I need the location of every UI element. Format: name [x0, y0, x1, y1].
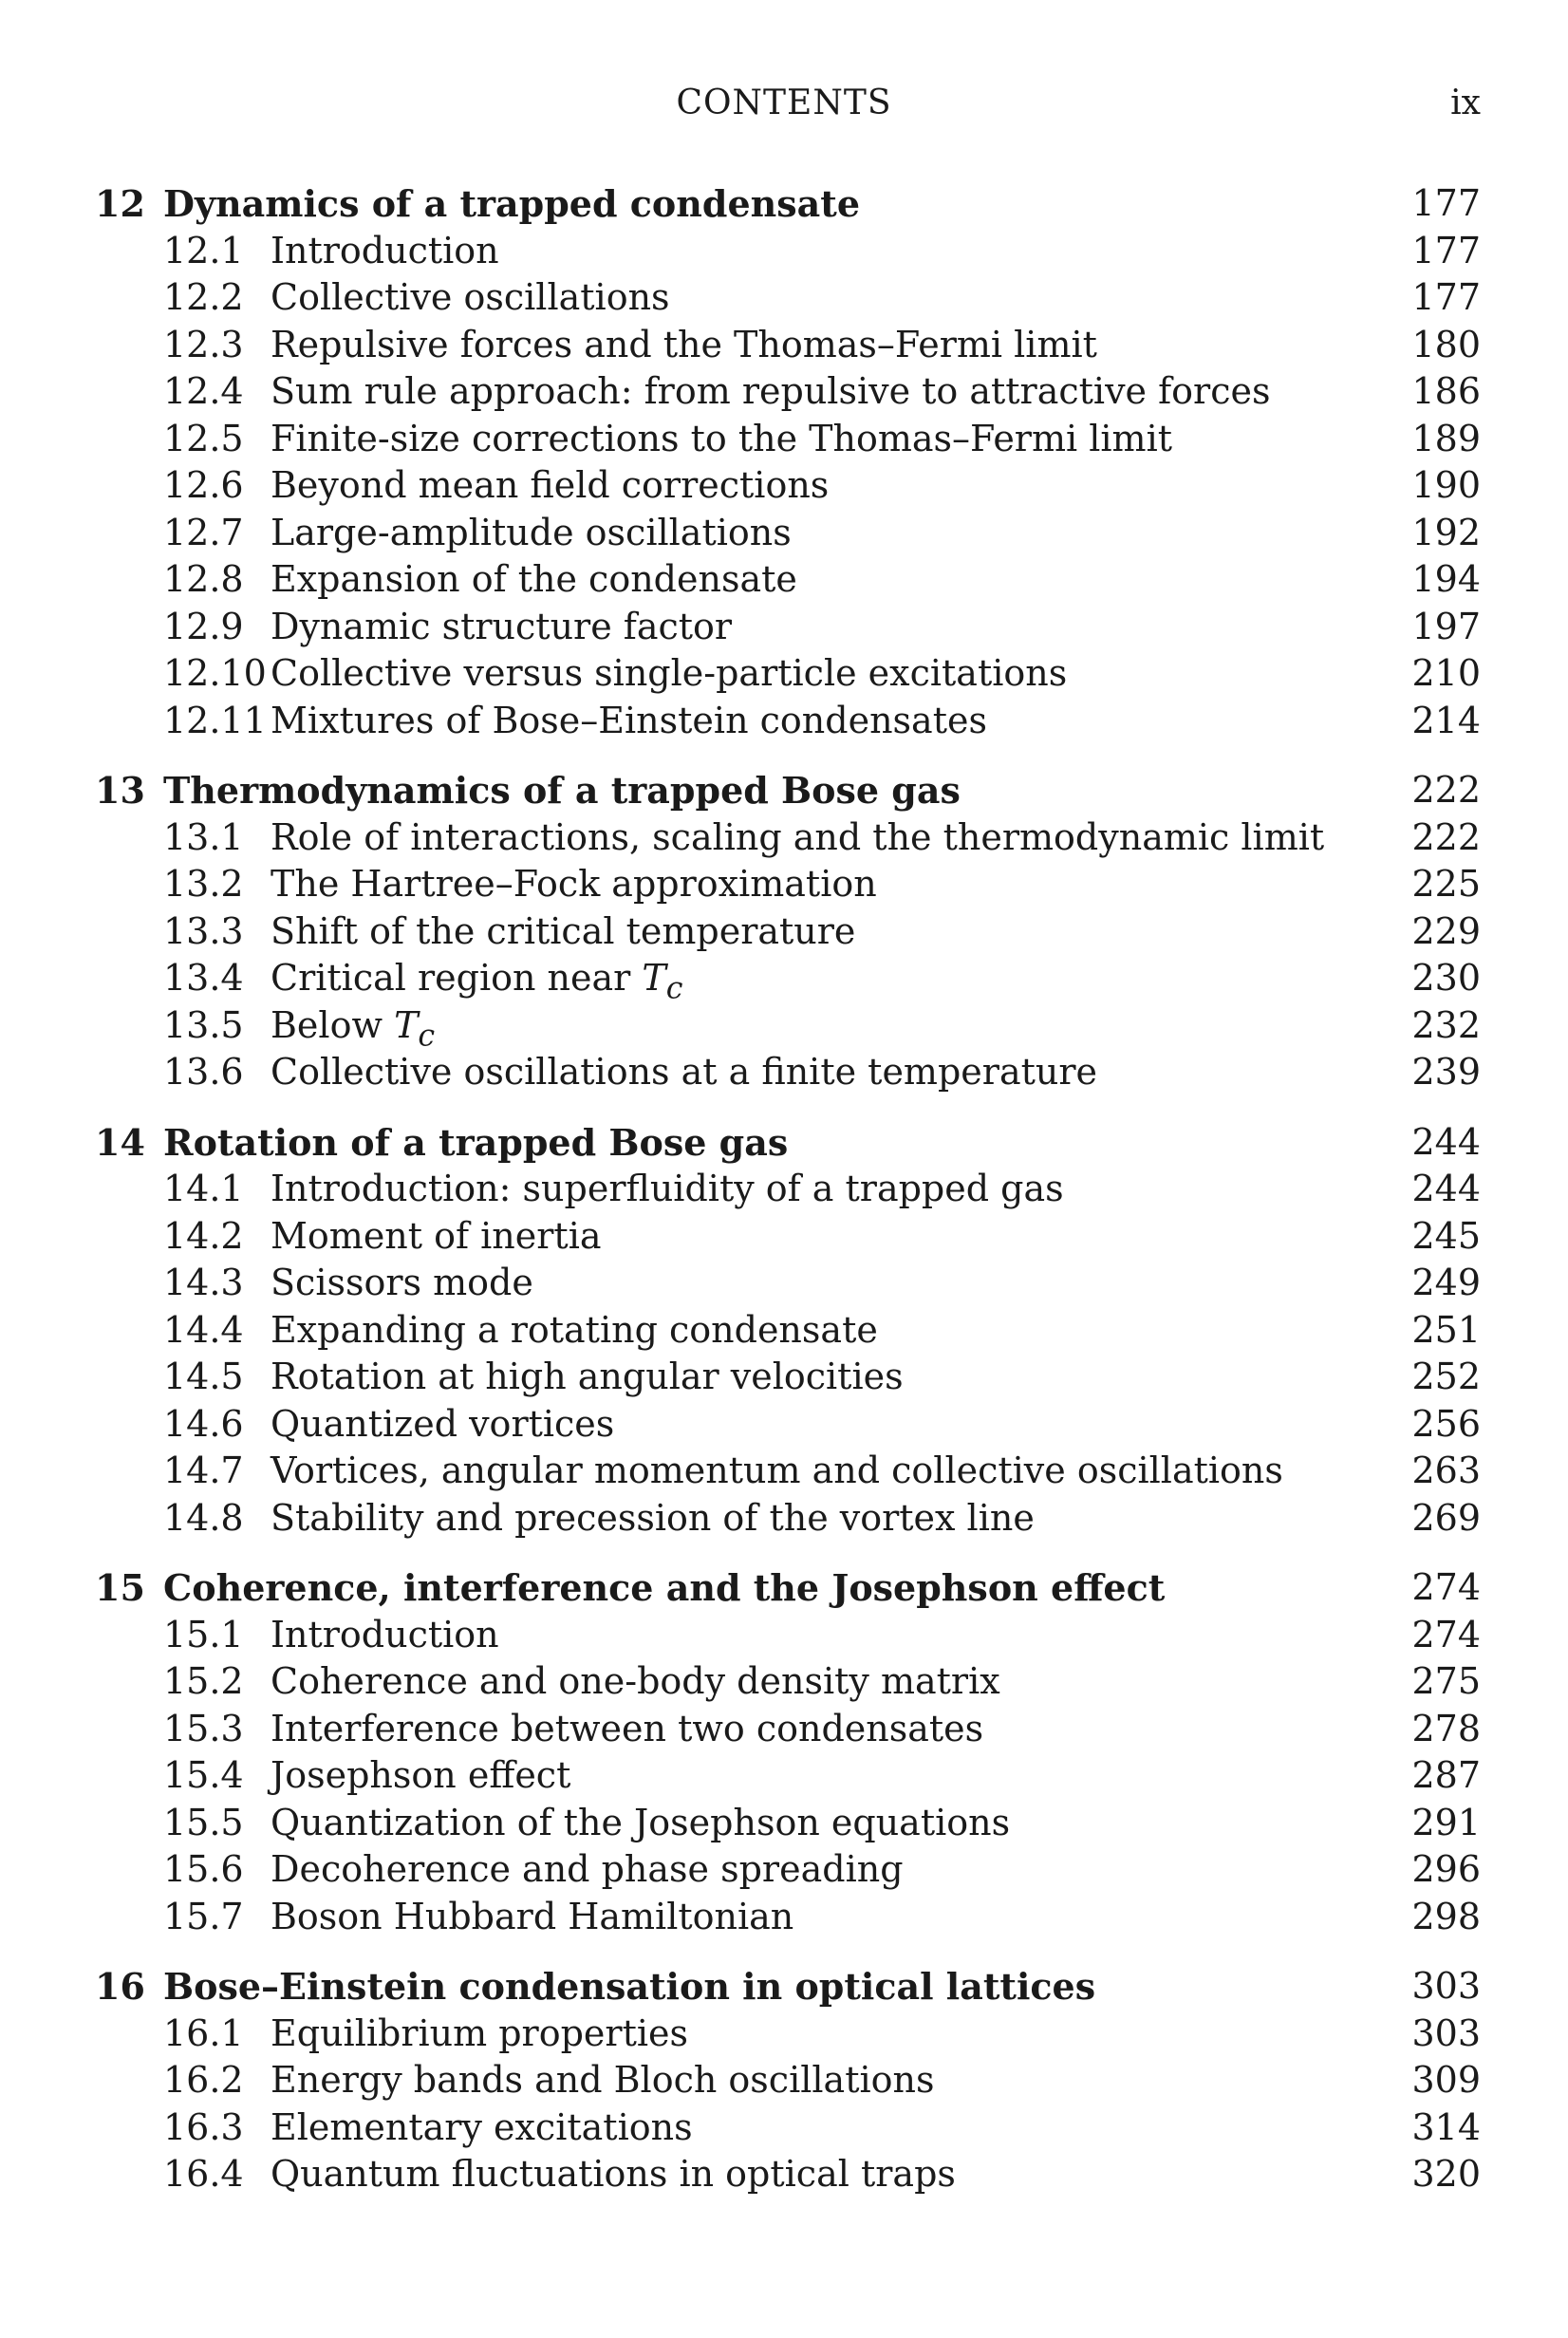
section-title-text: Dynamic structure factor — [271, 605, 733, 647]
section-title — [271, 1307, 878, 1355]
section-page: 256 — [1411, 1402, 1481, 1445]
chapter-number: 13 — [95, 769, 145, 812]
section-number: 15.3 — [163, 1707, 244, 1749]
section-entry — [0, 1401, 1568, 1449]
section-title-text: Stability and precession of the vortex line — [271, 1496, 1035, 1539]
chapter-title: Rotation of a trapped Bose gas — [163, 1120, 789, 1164]
section-number: 12.10 — [163, 652, 267, 694]
section-entry — [0, 604, 1568, 651]
math-subscript: c — [418, 1019, 436, 1054]
section-title — [271, 2011, 688, 2058]
section-page: 229 — [1411, 909, 1481, 952]
section-number: 15.4 — [163, 1754, 244, 1796]
section-entry — [0, 2104, 1568, 2152]
section-page: 244 — [1411, 1168, 1481, 1209]
section-number: 15.1 — [163, 1613, 244, 1655]
section-title-text: Quantization of the Josephson equations — [271, 1801, 1011, 1843]
section-number: 12.2 — [163, 276, 244, 318]
running-title: CONTENTS — [676, 84, 892, 122]
chapter-block — [0, 1564, 1568, 1940]
section-title — [271, 1260, 533, 1307]
section-page: 210 — [1411, 652, 1481, 694]
section-page: 252 — [1411, 1356, 1481, 1397]
section-entry — [0, 462, 1568, 510]
section-entry — [0, 1354, 1568, 1401]
section-title — [271, 1706, 983, 1753]
section-title — [271, 556, 797, 604]
math-symbol: T — [642, 957, 666, 999]
section-number: 14.1 — [163, 1168, 244, 1209]
chapter-page: 303 — [1411, 1965, 1481, 2007]
section-entry — [0, 1448, 1568, 1495]
section-title-text: Beyond mean field corrections — [271, 464, 830, 506]
section-number: 14.2 — [163, 1214, 244, 1257]
section-title — [271, 1800, 1010, 1847]
table-of-contents — [0, 180, 1568, 2221]
section-title — [271, 322, 1097, 369]
section-number: 13.4 — [163, 957, 244, 999]
section-entry — [0, 1002, 1568, 1054]
chapter-number: 12 — [95, 182, 145, 225]
chapter-page: 244 — [1411, 1120, 1481, 1163]
section-number: 12.3 — [163, 323, 244, 365]
section-title-text: Decoherence and phase spreading — [271, 1848, 904, 1890]
section-title-text: Interference between two condensates — [271, 1707, 984, 1749]
section-title — [271, 228, 499, 275]
section-entry — [0, 1213, 1568, 1261]
section-number: 13.6 — [163, 1051, 244, 1093]
section-page: 291 — [1411, 1801, 1481, 1843]
section-title-text: Role of interactions, scaling and the thermodynamic limit — [271, 815, 1325, 858]
chapter-title: Dynamics of a trapped condensate — [163, 182, 861, 225]
chapter-title: Coherence, interference and the Josephson effect — [163, 1566, 1166, 1609]
section-number: 16.2 — [163, 2059, 244, 2101]
section-number: 16.1 — [163, 2011, 244, 2054]
section-title-text: Expanding a rotating condensate — [271, 1308, 878, 1351]
section-title-text: Quantum fluctuations in optical traps — [271, 2153, 956, 2195]
section-number: 12.5 — [163, 417, 244, 459]
section-title-text: Collective oscillations — [271, 276, 670, 318]
section-title-text: Below — [271, 1003, 395, 1046]
section-page: 197 — [1411, 605, 1481, 647]
section-page: 225 — [1411, 863, 1481, 905]
section-number: 15.6 — [163, 1848, 244, 1890]
section-entry — [0, 2011, 1568, 2058]
section-page: 263 — [1411, 1450, 1481, 1491]
section-entry — [0, 2151, 1568, 2198]
section-entry — [0, 510, 1568, 557]
chapter-block — [0, 180, 1568, 744]
section-title-text: Sum rule approach: from repulsive to attractive forces — [271, 370, 1271, 412]
section-page: 194 — [1411, 558, 1481, 600]
section-page: 239 — [1411, 1051, 1481, 1093]
section-number: 12.9 — [163, 605, 244, 647]
section-page: 303 — [1411, 2011, 1481, 2054]
section-title-text: Josephson effect — [271, 1754, 571, 1796]
section-entry — [0, 1800, 1568, 1847]
section-page: 278 — [1411, 1707, 1481, 1749]
section-number: 15.5 — [163, 1801, 244, 1843]
section-page: 296 — [1411, 1848, 1481, 1890]
section-title — [271, 2151, 956, 2198]
chapter-title: Thermodynamics of a trapped Bose gas — [163, 769, 961, 812]
section-title-text: Energy bands and Bloch oscillations — [271, 2059, 935, 2101]
section-page: 269 — [1411, 1496, 1481, 1539]
section-entry — [0, 1752, 1568, 1800]
section-entry — [0, 908, 1568, 956]
chapter-page: 222 — [1411, 769, 1481, 811]
section-entry — [0, 1612, 1568, 1659]
section-title-text: Large-amplitude oscillations — [271, 511, 792, 553]
section-entry — [0, 2057, 1568, 2104]
section-entry — [0, 416, 1568, 463]
section-entry — [0, 1307, 1568, 1355]
section-number: 13.3 — [163, 909, 244, 952]
section-number: 14.7 — [163, 1450, 244, 1491]
section-entry — [0, 274, 1568, 322]
section-title-text: Introduction: superfluidity of a trapped gas — [271, 1168, 1064, 1209]
section-number: 13.2 — [163, 863, 244, 905]
section-title-text: Vortices, angular momentum and collective oscillations — [271, 1450, 1283, 1491]
section-title — [271, 1658, 1000, 1706]
section-page: 298 — [1411, 1895, 1481, 1937]
section-title — [271, 274, 670, 322]
section-title-text: Critical region near — [271, 957, 643, 999]
section-number: 14.4 — [163, 1308, 244, 1351]
section-title — [271, 1049, 1097, 1096]
section-title-text: Equilibrium properties — [271, 2011, 688, 2054]
chapter-block — [0, 767, 1568, 1096]
section-entry — [0, 1658, 1568, 1706]
chapter-heading — [0, 1119, 1568, 1167]
section-title — [271, 1354, 904, 1401]
section-entry — [0, 698, 1568, 745]
math-subscript: c — [665, 971, 683, 1006]
section-title — [271, 908, 855, 956]
chapter-block — [0, 1963, 1568, 2198]
section-entry — [0, 1894, 1568, 1941]
section-title — [271, 698, 987, 745]
section-title — [271, 2104, 693, 2152]
section-number: 14.5 — [163, 1356, 244, 1397]
section-entry — [0, 955, 1568, 1006]
section-entry — [0, 228, 1568, 275]
section-title — [271, 1401, 614, 1449]
section-title — [271, 861, 877, 908]
section-page: 320 — [1411, 2153, 1481, 2195]
section-entry — [0, 322, 1568, 369]
section-entry — [0, 368, 1568, 416]
section-page: 245 — [1411, 1214, 1481, 1257]
chapter-page: 274 — [1411, 1566, 1481, 1608]
section-page: 190 — [1411, 464, 1481, 506]
section-entry — [0, 1166, 1568, 1213]
section-title — [271, 650, 1067, 698]
section-title-text: Expansion of the condensate — [271, 558, 797, 600]
section-page: 222 — [1411, 815, 1481, 858]
section-title-text: Scissors mode — [271, 1262, 533, 1303]
section-title — [271, 1166, 1064, 1213]
section-page: 186 — [1411, 370, 1481, 412]
section-entry — [0, 1049, 1568, 1096]
section-title-text: Coherence and one-body density matrix — [271, 1660, 1000, 1702]
section-number: 14.6 — [163, 1402, 244, 1445]
section-title-text: Introduction — [271, 1613, 499, 1655]
chapter-page: 177 — [1411, 182, 1481, 224]
section-number: 13.1 — [163, 815, 244, 858]
section-page: 192 — [1411, 511, 1481, 553]
section-title — [271, 1846, 904, 1894]
section-number: 15.7 — [163, 1895, 244, 1937]
section-title — [271, 1612, 499, 1659]
section-title-text: Rotation at high angular velocities — [271, 1356, 904, 1397]
section-title — [271, 368, 1271, 416]
chapter-block — [0, 1119, 1568, 1543]
section-number: 12.8 — [163, 558, 244, 600]
section-title — [271, 1448, 1283, 1495]
section-page: 189 — [1411, 417, 1481, 459]
section-page: 230 — [1411, 957, 1481, 999]
chapter-heading — [0, 180, 1568, 228]
section-number: 14.3 — [163, 1262, 244, 1303]
section-page: 251 — [1411, 1308, 1481, 1351]
section-title-text: Mixtures of Bose–Einstein condensates — [271, 699, 987, 741]
section-number: 14.8 — [163, 1496, 244, 1539]
section-page: 177 — [1411, 276, 1481, 318]
section-title-text: Introduction — [271, 229, 499, 271]
chapter-number: 16 — [95, 1965, 145, 2008]
section-title-text: Elementary excitations — [271, 2105, 693, 2148]
section-entry — [0, 1846, 1568, 1894]
chapter-title: Bose–Einstein condensation in optical lattices — [163, 1965, 1096, 2008]
chapter-number: 14 — [95, 1120, 145, 1164]
section-title-text: The Hartree–Fock approximation — [271, 863, 877, 905]
section-page: 275 — [1411, 1660, 1481, 1702]
section-page: 287 — [1411, 1754, 1481, 1796]
section-title — [271, 1752, 570, 1800]
section-number: 12.6 — [163, 464, 244, 506]
section-title — [271, 604, 732, 651]
section-title — [271, 510, 792, 557]
section-page: 274 — [1411, 1613, 1481, 1655]
math-symbol: T — [394, 1003, 419, 1046]
section-page: 214 — [1411, 699, 1481, 741]
section-title-text: Collective versus single-particle excitations — [271, 652, 1068, 694]
section-title-text: Collective oscillations at a finite temperature — [271, 1051, 1097, 1093]
section-number: 12.4 — [163, 370, 244, 412]
chapter-heading — [0, 767, 1568, 814]
section-page: 314 — [1411, 2105, 1481, 2148]
chapter-heading — [0, 1564, 1568, 1612]
section-number: 15.2 — [163, 1660, 244, 1702]
section-title — [271, 1213, 602, 1261]
section-title-text: Finite-size corrections to the Thomas–Fermi limit — [271, 417, 1172, 459]
section-entry — [0, 650, 1568, 698]
section-title-text: Repulsive forces and the Thomas–Fermi limit — [271, 323, 1097, 365]
section-title — [271, 1894, 793, 1941]
section-title — [271, 1495, 1035, 1543]
section-title-text: Boson Hubbard Hamiltonian — [271, 1895, 794, 1937]
section-page: 249 — [1411, 1262, 1481, 1303]
section-title-text: Quantized vortices — [271, 1402, 615, 1445]
chapter-number: 15 — [95, 1566, 145, 1609]
page-number: ix — [1450, 84, 1481, 122]
section-entry — [0, 1706, 1568, 1753]
chapter-heading — [0, 1963, 1568, 2011]
section-title — [271, 2057, 934, 2104]
section-number: 12.7 — [163, 511, 244, 553]
section-number: 16.3 — [163, 2105, 244, 2148]
running-head — [0, 84, 1568, 137]
section-entry — [0, 861, 1568, 908]
section-page: 309 — [1411, 2059, 1481, 2101]
section-entry — [0, 814, 1568, 862]
section-title-text: Moment of inertia — [271, 1214, 602, 1257]
section-number: 12.11 — [163, 699, 267, 741]
section-title-text: Shift of the critical temperature — [271, 909, 856, 952]
section-entry — [0, 1260, 1568, 1307]
section-title — [271, 416, 1172, 463]
section-entry — [0, 556, 1568, 604]
section-number: 13.5 — [163, 1003, 244, 1046]
section-page: 180 — [1411, 323, 1481, 365]
section-entry — [0, 1495, 1568, 1543]
section-page: 177 — [1411, 229, 1481, 271]
section-number: 16.4 — [163, 2153, 244, 2195]
section-page: 232 — [1411, 1003, 1481, 1046]
section-title — [271, 462, 829, 510]
section-title — [271, 814, 1324, 862]
section-number: 12.1 — [163, 229, 244, 271]
